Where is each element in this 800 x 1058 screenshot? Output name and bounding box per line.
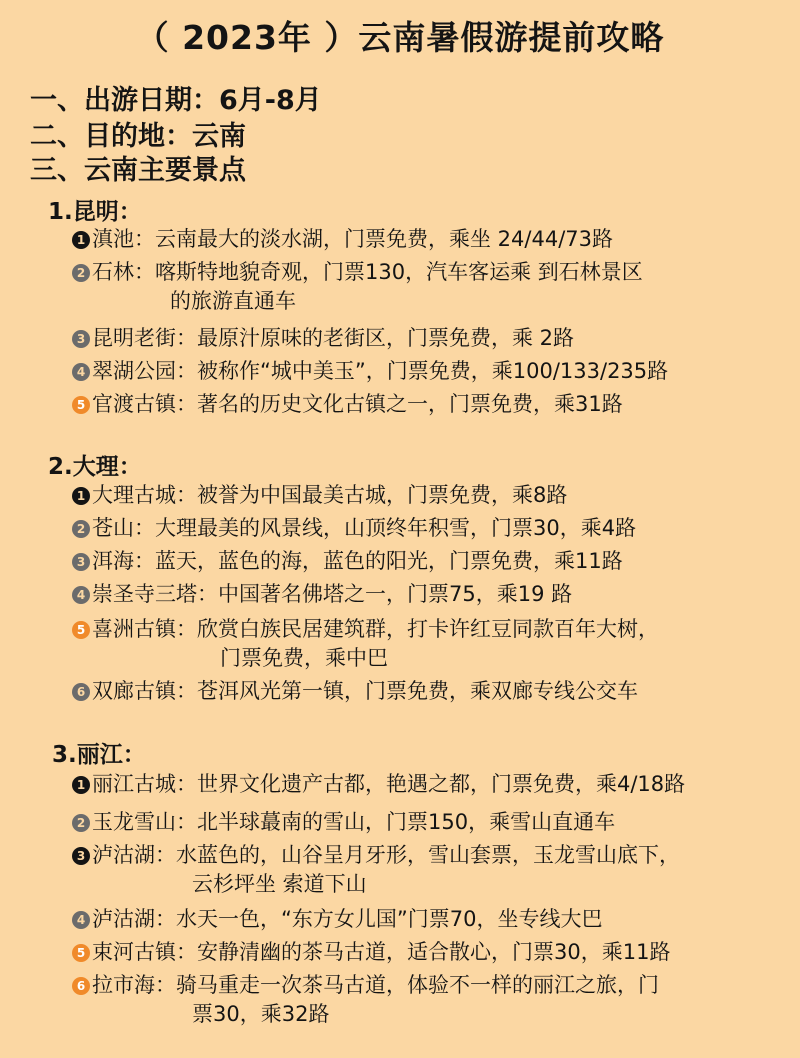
section-lijiang-title: 3.丽江：: [52, 742, 146, 768]
number-4-icon: 4: [72, 911, 90, 929]
number-3-icon: 3: [72, 553, 90, 571]
number-5-icon: 5: [72, 944, 90, 962]
item-text: 滇池：云南最大的淡水湖，门票免费，乘坐 24/44/73路: [92, 227, 613, 251]
item-text: 官渡古镇：著名的历史文化古镇之一，门票免费，乘31路: [92, 392, 623, 416]
list-item: [72, 480, 567, 510]
number-4-icon: 4: [72, 586, 90, 604]
item-text: 崇圣寺三塔：中国著名佛塔之一，门票75，乘19 路: [92, 582, 573, 606]
item-text: 双廊古镇：苍洱风光第一镇，门票免费，乘双廊专线公交车: [92, 679, 638, 703]
list-item: [72, 970, 659, 1000]
number-5-icon: 5: [72, 621, 90, 639]
list-item: [72, 840, 680, 870]
item-text: 昆明老街：最原汁原味的老街区，门票免费，乘 2路: [92, 326, 575, 350]
item-text: 束河古镇：安静清幽的茶马古道，适合散心，门票30，乘11路: [92, 940, 671, 964]
heading-destination: 二、目的地：云南: [30, 121, 246, 152]
item-text: 洱海：蓝天，蓝色的海，蓝色的阳光，门票免费，乘11路: [92, 549, 623, 573]
list-item: [72, 356, 668, 386]
list-item: [72, 676, 638, 706]
number-4-icon: 4: [72, 363, 90, 381]
list-item: [72, 546, 623, 576]
item-text-continued: 云杉坪坐 索道下山: [192, 872, 367, 896]
number-2-icon: 2: [72, 264, 90, 282]
number-3-icon: 3: [72, 847, 90, 865]
item-text: 翠湖公园：被称作“城中美玉”，门票免费，乘100/133/235路: [92, 359, 669, 383]
list-item: [72, 579, 572, 609]
list-item: [72, 224, 613, 254]
item-text: 石林：喀斯特地貌奇观，门票130，汽车客运乘 到石林景区: [92, 260, 643, 284]
item-text: 喜洲古镇：欣赏白族民居建筑群，打卡许红豆同款百年大树，: [92, 617, 659, 641]
heading-date: 一、出游日期：6月-8月: [30, 85, 322, 116]
number-1-icon: 1: [72, 776, 90, 794]
list-item: [72, 937, 670, 967]
list-item: [72, 513, 636, 543]
list-item: [72, 323, 574, 353]
number-1-icon: 1: [72, 231, 90, 249]
heading-attractions: 三、云南主要景点: [30, 155, 246, 186]
item-text: 泸沽湖：水蓝色的，山谷呈月牙形，雪山套票，玉龙雪山底下，: [92, 843, 680, 867]
item-text-continued: 的旅游直通车: [170, 289, 296, 313]
item-text: 拉市海：骑马重走一次茶马古道，体验不一样的丽江之旅，门: [92, 973, 659, 997]
item-text-continued: 票30，乘32路: [192, 1002, 330, 1026]
item-text: 泸沽湖：水天一色，“东方女儿国”门票70，坐专线大巴: [92, 907, 603, 931]
number-3-icon: 3: [72, 330, 90, 348]
list-item: [72, 769, 685, 799]
number-1-icon: 1: [72, 487, 90, 505]
item-text-continued: 门票免费，乘中巴: [220, 646, 388, 670]
number-2-icon: 2: [72, 520, 90, 538]
list-item: [72, 257, 643, 287]
item-text: 丽江古城：世界文化遗产古都，艳遇之都，门票免费，乘4/18路: [92, 772, 686, 796]
list-item: [72, 807, 615, 837]
number-2-icon: 2: [72, 814, 90, 832]
number-5-icon: 5: [72, 396, 90, 414]
page-title: （ 2023年 ）云南暑假游提前攻略: [135, 18, 665, 57]
list-item: [72, 614, 659, 644]
list-item: [72, 389, 623, 419]
item-text: 苍山：大理最美的风景线，山顶终年积雪，门票30，乘4路: [92, 516, 637, 540]
section-dali-title: 2.大理：: [48, 454, 142, 480]
item-text: 玉龙雪山：北半球蕞南的雪山，门票150，乘雪山直通车: [92, 810, 616, 834]
number-6-icon: 6: [72, 977, 90, 995]
section-kunming-title: 1.昆明：: [48, 199, 142, 225]
item-text: 大理古城：被誉为中国最美古城，门票免费，乘8路: [92, 483, 568, 507]
number-6-icon: 6: [72, 683, 90, 701]
list-item: [72, 904, 602, 934]
